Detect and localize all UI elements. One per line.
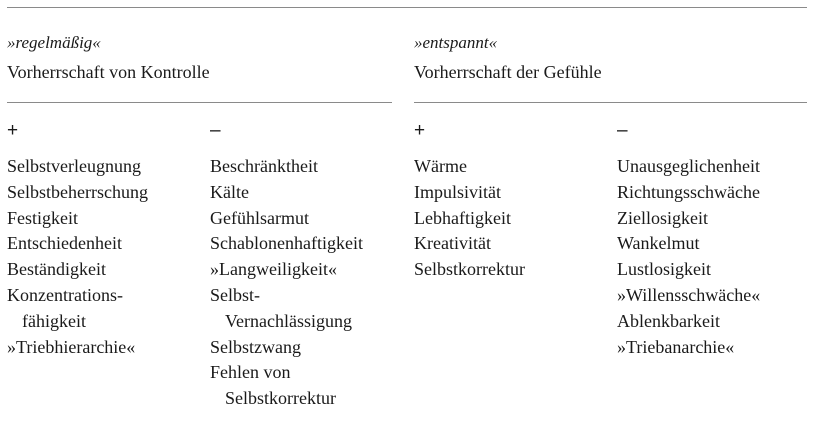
right-plus-heading: +: [414, 120, 426, 141]
list-item: [210, 360, 363, 412]
list-item: [414, 180, 525, 206]
left-plus-heading: +: [7, 120, 19, 141]
left-section-subtitle: Vorherrschaft von Kontrolle: [7, 62, 210, 82]
list-item-text: »Langweiligkeit«: [210, 259, 337, 280]
list-item-continuation: Vernachlässigung: [225, 310, 352, 331]
list-item-text: Schablonenhaftigkeit: [210, 233, 363, 254]
list-item-text: Wärme: [414, 156, 467, 176]
list-item: [210, 257, 363, 283]
right-minus-list: [617, 154, 760, 360]
list-item-text: »Triebhierarchie«: [7, 336, 136, 357]
list-item: [617, 206, 760, 232]
list-item: [210, 154, 363, 180]
list-item-text: Ziellosigkeit: [617, 207, 708, 228]
list-item: [210, 231, 363, 257]
list-item: [414, 154, 525, 180]
list-item: [414, 206, 525, 232]
left-section-rule: [7, 102, 392, 103]
list-item: [7, 335, 148, 361]
list-item-text: Festigkeit: [7, 207, 78, 228]
right-section-rule: [414, 102, 807, 103]
list-item-text: Kälte: [210, 181, 249, 202]
list-item-text: Lebhaftigkeit: [414, 207, 511, 228]
list-item: [210, 283, 363, 335]
left-section-title: »regelmäßig«: [7, 33, 101, 52]
list-item-text: »Triebanarchie«: [617, 336, 735, 357]
list-item: [210, 180, 363, 206]
right-section-subtitle: Vorherrschaft der Gefühle: [414, 62, 602, 82]
list-item-text: Selbstbeherrschung: [7, 181, 148, 202]
list-item-text: Selbstverleugnung: [7, 156, 141, 176]
list-item-text: Lustlosigkeit: [617, 259, 711, 280]
list-item: [7, 257, 148, 283]
list-item-text: Impulsivität: [414, 181, 501, 202]
list-item: [7, 154, 148, 180]
list-item-text: Selbstzwang: [210, 336, 301, 357]
list-item-text: Selbstkorrektur: [414, 259, 525, 280]
list-item: [210, 206, 363, 232]
list-item: [617, 335, 760, 361]
list-item: [7, 180, 148, 206]
list-item-text: Kreativität: [414, 233, 491, 254]
right-minus-heading: –: [617, 120, 628, 141]
list-item: [617, 309, 760, 335]
list-item-text: Wankelmut: [617, 233, 700, 254]
list-item-text: Konzentrations-: [7, 284, 123, 305]
top-rule: [7, 7, 807, 8]
list-item-text: Beständigkeit: [7, 259, 106, 280]
list-item-text: Richtungsschwäche: [617, 181, 760, 202]
list-item: [617, 154, 760, 180]
right-plus-list: [414, 154, 525, 283]
list-item: [7, 206, 148, 232]
list-item-text: »Willensschwäche«: [617, 284, 761, 305]
list-item: [7, 283, 148, 335]
list-item: [617, 231, 760, 257]
list-item-continuation: fähigkeit: [22, 310, 86, 331]
list-item-text: Beschränktheit: [210, 156, 318, 176]
right-section-title: »entspannt«: [414, 33, 498, 52]
list-item: [617, 257, 760, 283]
list-item-text: Unausgeglichenheit: [617, 156, 760, 176]
list-item-text: Fehlen von: [210, 362, 291, 383]
list-item-text: Entschiedenheit: [7, 233, 122, 254]
list-item: [210, 335, 363, 361]
list-item: [617, 180, 760, 206]
list-item: [414, 257, 525, 283]
list-item-text: Gefühlsarmut: [210, 207, 309, 228]
left-minus-heading: –: [210, 120, 221, 141]
list-item: [414, 231, 525, 257]
list-item-text: Ablenkbarkeit: [617, 310, 720, 331]
list-item-text: Selbst-: [210, 284, 261, 305]
list-item-continuation: Selbstkorrektur: [225, 388, 336, 409]
left-minus-list: [210, 154, 363, 412]
left-plus-list: [7, 154, 148, 360]
list-item: [617, 283, 760, 309]
list-item: [7, 231, 148, 257]
